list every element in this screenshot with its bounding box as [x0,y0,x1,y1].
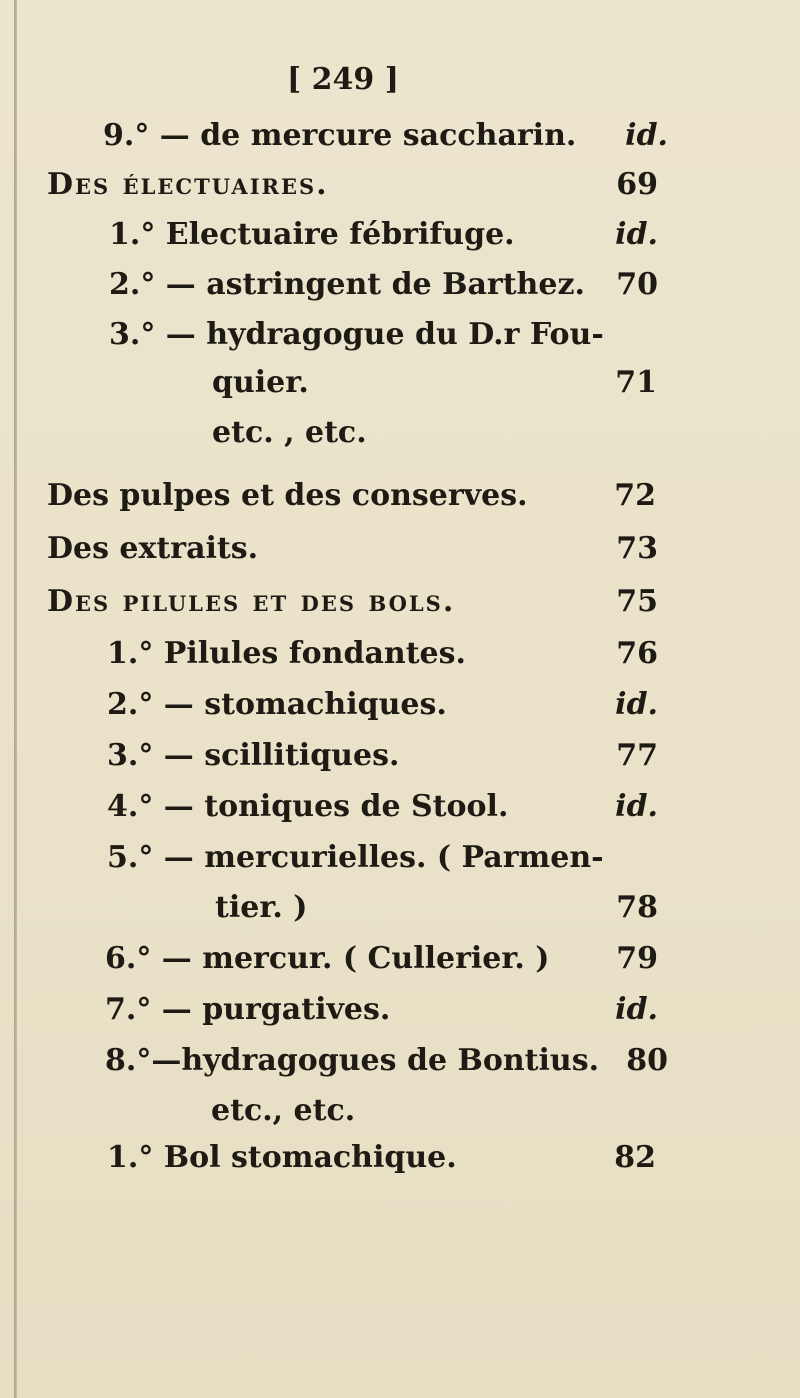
entry-page: 78 [616,890,658,925]
section-heading: Des pilules et des bols. [47,584,456,619]
entry-text: etc., etc. [211,1093,356,1128]
entry-text: 2.° — stomachiques. [107,687,447,722]
entry-text: 1.° Bol stomachique. [107,1140,457,1175]
entry-page: id. [615,992,658,1027]
entry-page: 71 [615,365,657,400]
entry-text: 8.°—hydragogues de Bontius. [105,1043,600,1078]
entry-page: id. [625,118,668,153]
entry-page: 76 [616,636,658,671]
entry-text: 5.° — mercurielles. ( Parmen- [107,840,604,875]
entry-page: 73 [616,531,658,566]
entry-text: 3.° — hydragogue du D.r Fou- [109,317,604,352]
entry-text: 3.° — scillitiques. [107,738,400,773]
entry-text: tier. ) [215,890,308,925]
entry-page: 70 [616,267,658,302]
section-heading: Des pulpes et des conserves. [47,478,528,513]
page-fold-edge [14,0,17,1398]
entry-page: id. [615,687,658,722]
entry-page: id. [615,217,658,252]
entry-text: 7.° — purgatives. [105,992,391,1027]
entry-text: 4.° — toniques de Stool. [107,789,509,824]
entry-text: etc. , etc. [212,415,367,450]
entry-page: 72 [614,478,656,513]
entry-text: 2.° — astringent de Barthez. [109,267,585,302]
entry-page: id. [615,789,658,824]
entry-text: quier. [212,365,309,400]
entry-text: 1.° Electuaire fébrifuge. [109,217,515,252]
entry-page: 77 [616,738,658,773]
entry-page: 80 [626,1043,668,1078]
section-heading: Des électuaires. [47,167,329,202]
entry-page: 79 [616,941,658,976]
entry-text: 6.° — mercur. ( Cullerier. ) [105,941,550,976]
entry-text: 1.° Pilules fondantes. [107,636,466,671]
entry-page: 82 [614,1140,656,1175]
section-heading: Des extraits. [47,531,259,566]
entry-page: 75 [616,584,658,619]
page-number-header: [ 249 ] [287,62,399,97]
entry-text: 9.° — de mercure saccharin. [103,118,577,153]
entry-page: 69 [616,167,658,202]
